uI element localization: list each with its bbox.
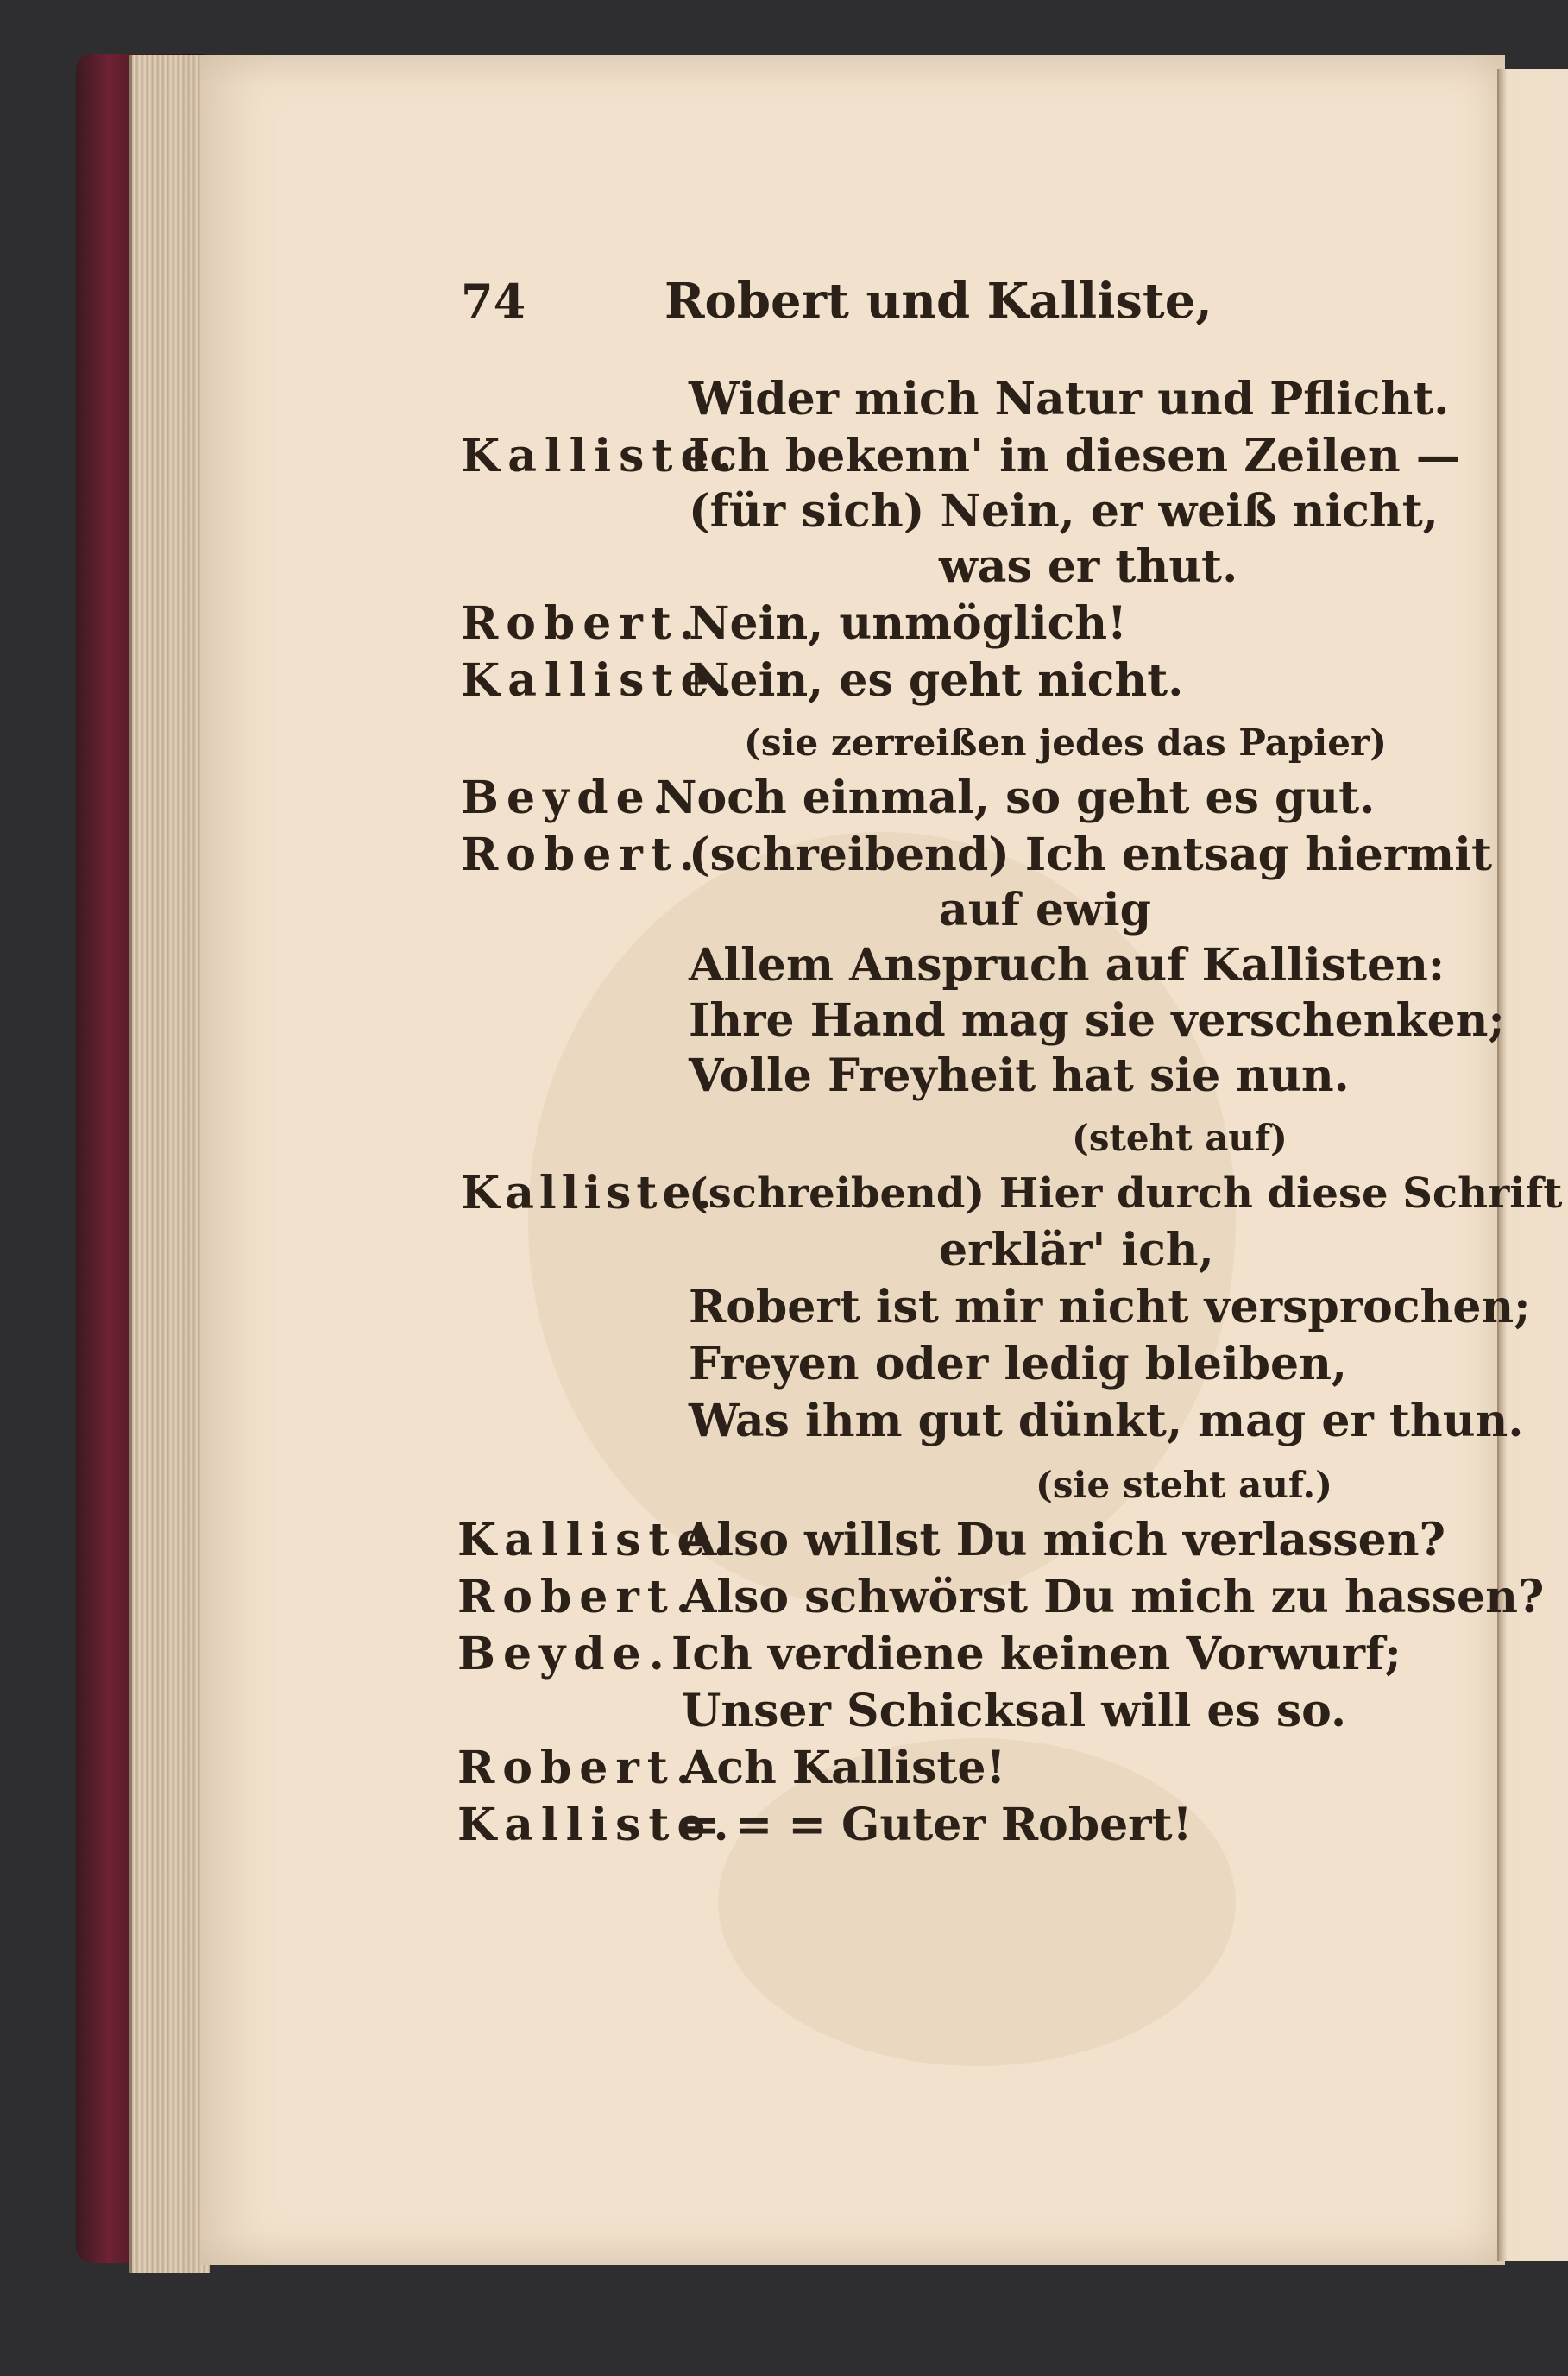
verse-line: Allem Anspruch auf Kallisten: [689,939,1445,992]
verse-line: Ich bekenn' in diesen Zeilen — [689,430,1461,482]
speaker-label: Kalliste. [457,1514,737,1566]
verse-line: Ihre Hand mag sie verschenken; [689,994,1505,1047]
verse-line: (schreibend) Ich entsag hiermit [689,829,1492,881]
running-title: Robert und Kalliste, [664,273,1212,330]
verse-line: Also willst Du mich verlassen? [682,1514,1445,1566]
speaker-label: Beyde. [461,772,676,824]
speaker-label: Kalliste. [461,654,740,707]
speaker-label: Robert. [461,597,702,650]
stage-direction: (sie steht auf.) [1036,1464,1332,1506]
stage-direction: (steht auf) [1072,1117,1288,1159]
page-stack-edge [129,55,210,2273]
next-page-edge [1497,69,1568,2261]
verse-line: (schreibend) Hier durch diese Schrift [689,1169,1563,1218]
verse-line: Robert ist mir nicht versprochen; [689,1281,1531,1333]
stage-direction: (sie zerreißen jedes das Papier) [744,722,1387,764]
speaker-label: Robert. [457,1742,699,1794]
verse-line-continuation: auf ewig [939,884,1151,936]
verse-line: Freyen oder ledig bleiben, [689,1338,1348,1390]
verse-line: = = = Guter Robert! [682,1799,1193,1851]
verse-line: Ach Kalliste! [682,1742,1006,1794]
verse-line: Nein, unmöglich! [689,597,1127,650]
verse-line: Also schwörst Du mich zu hassen? [682,1571,1545,1623]
stage-direction-line: (für sich) Nein, er weiß nicht, [689,485,1439,538]
speaker-label: Robert. [457,1571,699,1623]
verse-line: Noch einmal, so geht es gut. [656,772,1376,824]
verse-line: Ich verdiene keinen Vorwurf; [671,1628,1401,1680]
verse-line-continuation: was er thut. [939,540,1238,593]
speaker-label: Beyde. [457,1628,672,1680]
verse-line: Unser Schicksal will es so. [682,1685,1347,1737]
verse-line: Nein, es geht nicht. [689,654,1184,707]
verse-line: Was ihm gut dünkt, mag er thun. [689,1395,1524,1447]
page-number: 74 [461,274,526,329]
speaker-label: Robert. [461,829,702,881]
verse-line: Wider mich Natur und Pflicht. [689,373,1450,425]
speaker-label: Kalliste. [457,1799,737,1851]
speaker-label: Kalliste. [461,1167,717,1220]
speaker-label: Kalliste. [461,430,740,482]
verse-line: Volle Freyheit hat sie nun. [689,1049,1350,1102]
verse-line-continuation: erklär' ich, [939,1224,1214,1276]
